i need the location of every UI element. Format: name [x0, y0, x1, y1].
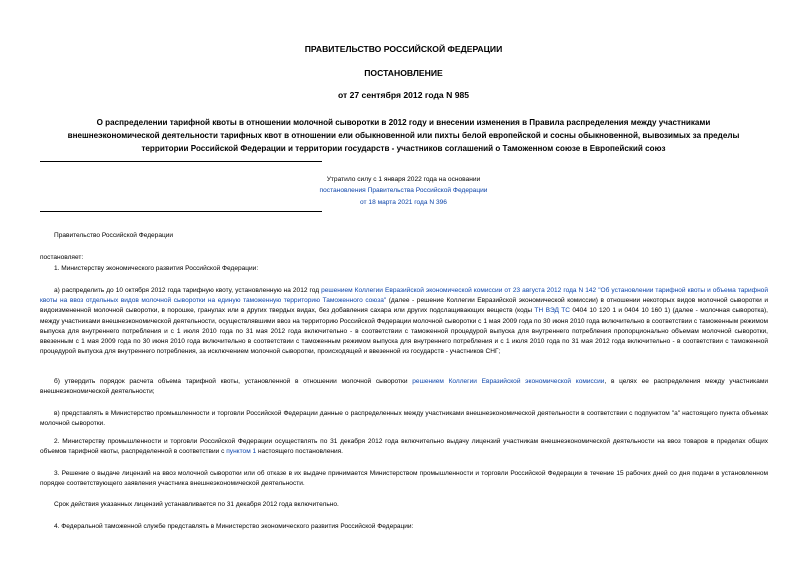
divider-bottom [40, 211, 322, 212]
paragraph-1a [40, 286, 768, 357]
org-heading: ПРАВИТЕЛЬСТВО РОССИЙСКОЙ ФЕДЕРАЦИИ [304, 44, 503, 54]
paragraph-4: 4. Федеральной таможенной службе представлять в Министерство экономического развития Российской Федерации: [54, 523, 414, 530]
license-term: Срок действия указанных лицензий устанавливается по 31 декабря 2012 года включительно. [54, 501, 339, 508]
paragraph-2-text-2: настоящего постановления. [256, 448, 343, 456]
link-tn-ved[interactable]: ТН ВЭД ТС [534, 307, 571, 315]
paragraph-1a-text-1: а) распределить до 10 октября 2012 года тарифную квоту, установленную на 2012 год [54, 287, 322, 294]
paragraph-1b [40, 377, 768, 397]
paragraph-1b-text-2: , в целях ее распределения между участниками внешнеэкономической деятельности; [40, 378, 768, 396]
link-collegium-decision[interactable]: решением Коллегии Евразийской экономической комиссии [412, 378, 605, 385]
doc-type-heading: ПОСТАНОВЛЕНИЕ [364, 68, 443, 78]
government-line: Правительство Российской Федерации [54, 232, 174, 239]
link-collegium-decision-142[interactable]: решением Коллегии Евразийской экономической комиссии от 23 августа 2012 года N 142 "Об установлении тарифной квоты и объема тарифной квоты на ввоз отдельных видов молочной сыворотки на единую таможенную территорию Таможенного союза" [40, 287, 768, 305]
link-point-1[interactable]: пунктом 1 [226, 448, 257, 456]
paragraph-3: 3. Решение о выдаче лицензий на ввоз молочной сыворотки или об отказе в их выдаче принимается Министерством промышленности и торговли Российской Федерации в течение 15 рабочих дней со дня подачи в установленном порядке соответствующего заявления участника внешнеэкономической деятельности. [40, 470, 768, 488]
repeal-note [170, 174, 637, 208]
paragraph-1: 1. Министерству экономического развития Российской Федерации: [54, 265, 259, 272]
document-title: О распределении тарифной квоты в отношении молочной сыворотки в 2012 году и внесении изменения в Правила распределения между участниками внешнеэкономической деятельности тарифных квот в отношении ели обыкновенной или пихты белой европейской и сосны обыкновенной, вывозимых за пределы территории Российской Федерации и территории государств - участников соглашений о Таможенном союзе в Европейский союз [67, 118, 740, 153]
paragraph-2 [40, 437, 768, 457]
paragraph-1a-text-2: (далее - решение Коллегии Евразийской экономической комиссии) в отношении некоторых видов молочной сыворотки и видоизмененной молочной сыворотки, в порошке, гранулах или в других твердых видах, без добавления сахара или других подслащивающих веществ (коды [40, 297, 768, 315]
paragraph-1a-text-3: 0404 10 120 1 и 0404 10 160 1) (далее - молочная сыворотка), между участниками внешнеэкономической деятельности, осуществлявшими ввоз на территорию Российской Федерации молочной сыворотки с 1 мая 2009 года по 30 июня 2010 года включительно в соответствии с таможенным режимом выпуска для внутреннего потребления и с 1 июля 2010 года по 31 мая 2012 года включительно - в соответствии с таможенной процедурой выпуска для внутреннего потребления пропорционально объемам молочной сыворотки, ввезенным с 1 мая 2009 года по 30 июня 2010 года включительно в соответствии с таможенным режимом выпуска для внутреннего потребления и с 1 июля 2010 года по 31 мая 2012 года включительно - в соответствии с таможенной процедурой выпуска для внутреннего потребления, за исключением молочной сыворотки, происходящей и ввезенной из государств - участников СНГ; [40, 307, 768, 356]
decree-word: постановляет: [40, 254, 84, 261]
divider-top [40, 161, 322, 162]
paragraph-1v: в) представлять в Министерство промышленности и торговли Российской Федерации данные о распределенных между участниками внешнеэкономической деятельности в соответствии с подпунктом "а" настоящего пункта объемах молочной сыворотки. [40, 410, 768, 428]
repeal-link-decree[interactable]: постановления Правительства Российской Федерации [319, 187, 488, 195]
repeal-note-text: Утратило силу с 1 января 2022 года на основании [326, 176, 481, 183]
repeal-link-date[interactable]: от 18 марта 2021 года N 396 [360, 198, 447, 206]
paragraph-1b-text-1: б) утвердить порядок расчета объема тарифной квоты, установленной в отношении молочной сыворотки [54, 378, 413, 385]
paragraph-2-text-1: 2. Министерству промышленности и торговли Российской Федерации осуществлять по 31 декабря 2012 года включительно выдачу лицензий участникам внешнеэкономической деятельности на ввоз товаров в пределах общих объемов тарифной квоты, распределенной в соответствии с [40, 438, 768, 456]
date-number: от 27 сентября 2012 года N 985 [337, 90, 470, 100]
